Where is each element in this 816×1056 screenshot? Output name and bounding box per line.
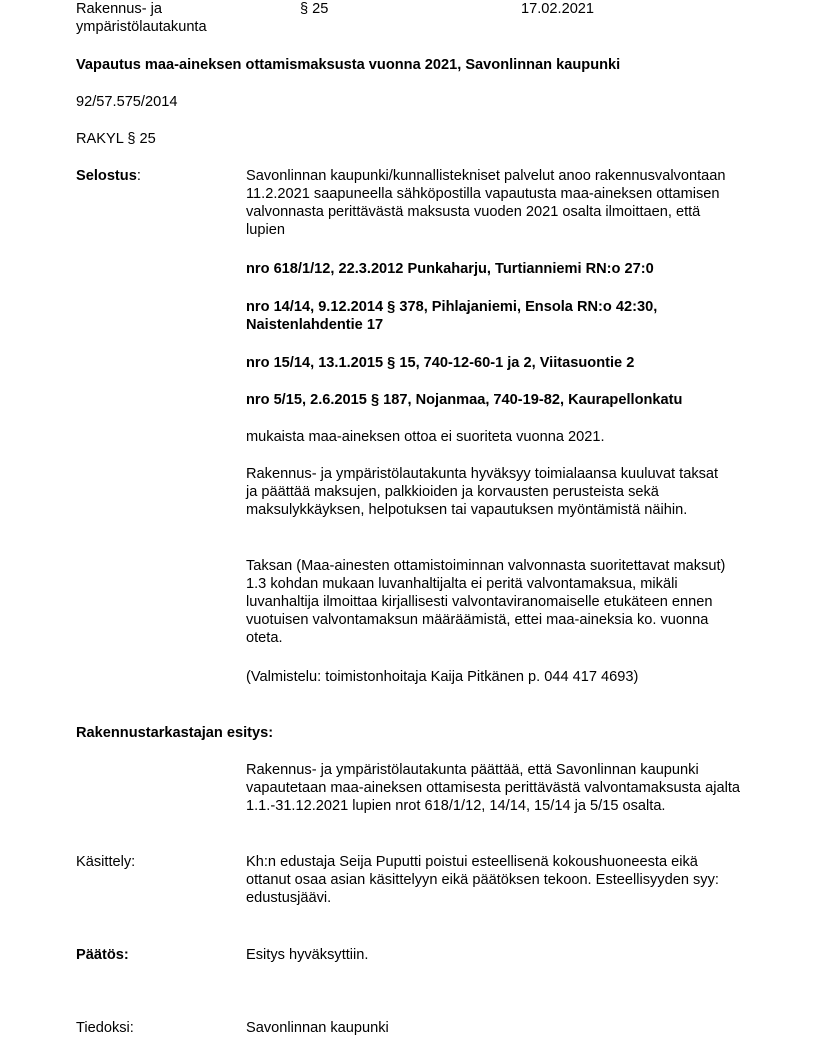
committee-name: [76, 0, 207, 36]
kasittely-text: Kh:n edustaja Seija Puputti poistui esteellisenä kokoushuoneesta eikä ottanut osaa asian käsittelyyn eikä päätöksen tekoon. Esteellisyyden syy: edustusjäävi.: [246, 854, 719, 906]
committee-name-line1: Rakennus- ja: [76, 1, 162, 17]
meeting-date: 17.02.2021: [521, 1, 595, 17]
section-number: § 25: [300, 1, 329, 17]
paatos-label: Päätös:: [76, 947, 129, 963]
selostus-after-permits: mukaista maa-aineksen ottoa ei suoriteta vuonna 2021.: [246, 429, 605, 445]
committee-name-line2: ympäristölautakunta: [76, 19, 207, 35]
selostus-label: [76, 167, 141, 185]
tiedoksi-label: Tiedoksi:: [76, 1020, 134, 1036]
paatos-text: Esitys hyväksyttiin.: [246, 947, 369, 963]
permit-item: nro 14/14, 9.12.2014 § 378, Pihlajaniemi, Ensola RN:o 42:30, Naistenlahdentie 17: [246, 299, 658, 333]
permit-item: nro 618/1/12, 22.3.2012 Punkaharju, Turtianniemi RN:o 27:0: [246, 261, 654, 277]
reference-number: 92/57.575/2014: [76, 94, 178, 110]
selostus-label-colon: :: [136, 168, 141, 184]
preparer-note: (Valmistelu: toimistonhoitaja Kaija Pitkänen p. 044 417 4693): [246, 669, 639, 685]
kasittely-label: Käsittely:: [76, 854, 136, 870]
tiedoksi-text: Savonlinnan kaupunki: [246, 1020, 389, 1036]
selostus-paragraph-3: Taksan (Maa-ainesten ottamistoiminnan valvonnasta suoritettavat maksut) 1.3 kohdan mukaan luvanhaltijalta ei peritä valvontamaksua, mikäli luvanhaltija ilmoittaa kirjallisesti valvontaviranomaiselle etukäteen ennen vuotuisen valvontamaksun määräämistä, ettei maa-aineksia ko. vuonna oteta.: [246, 558, 726, 646]
document-title: Vapautus maa-aineksen ottamismaksusta vuonna 2021, Savonlinnan kaupunki: [76, 57, 621, 73]
selostus-label-text: Selostus: [76, 168, 137, 184]
permit-item: nro 5/15, 2.6.2015 § 187, Nojanmaa, 740-19-82, Kaurapellonkatu: [246, 392, 683, 408]
selostus-paragraph-2: Rakennus- ja ympäristölautakunta hyväksyy toimialaansa kuuluvat taksat ja päättää maksujen, palkkioiden ja korvausten perusteista sekä maksulykkäyksen, helpotuksen tai vapautuksen myöntämistä näihin.: [246, 466, 719, 518]
esitys-text: Rakennus- ja ympäristölautakunta päättää, että Savonlinnan kaupunki vapautetaan maa-aineksen ottamisesta perittävästä valvontamaksusta ajalta 1.1.-31.12.2021 lupien nrot 618/1/12, 14/14, 15/14 ja 5/15 osalta.: [246, 762, 741, 814]
esitys-label: Rakennustarkastajan esitys:: [76, 725, 274, 741]
selostus-intro: Savonlinnan kaupunki/kunnallistekniset palvelut anoo rakennusvalvontaan 11.2.2021 saapuneella sähköpostilla vapautusta maa-aineksen ottamisen valvonnasta perittävästä maksusta vuoden 2021 osalta ilmoittaen, että lupien: [246, 168, 726, 238]
permit-item: nro 15/14, 13.1.2015 § 15, 740-12-60-1 ja 2, Viitasuontie 2: [246, 355, 635, 371]
reference-section: RAKYL § 25: [76, 131, 156, 147]
